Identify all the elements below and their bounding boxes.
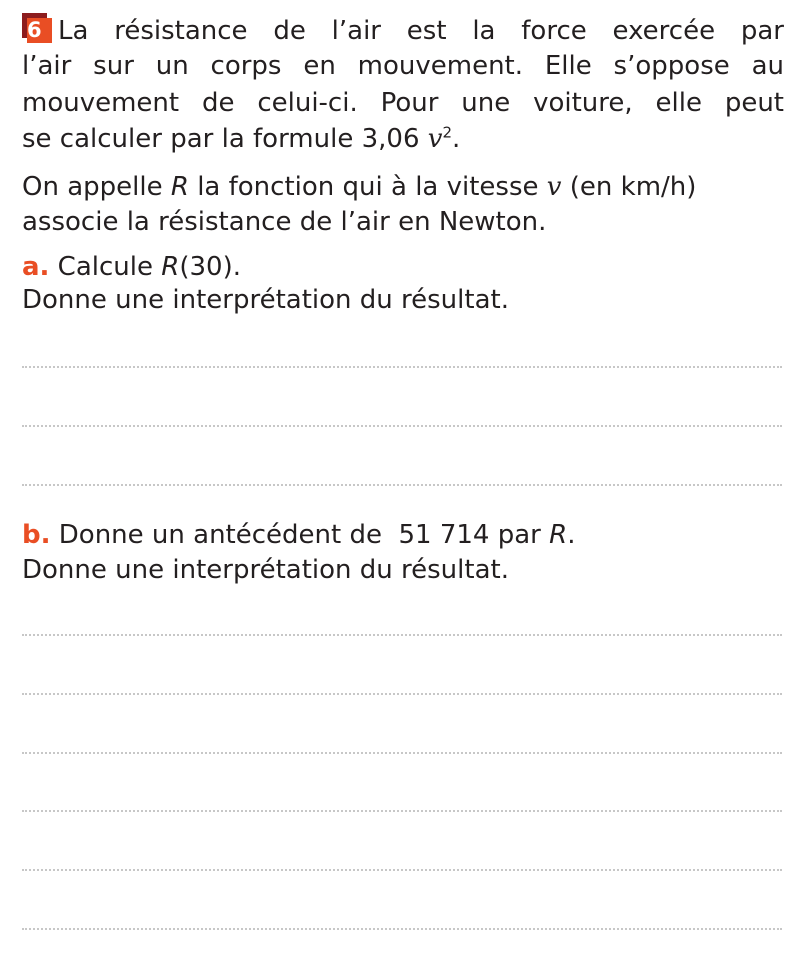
part-b-instruction: Donne une interprétation du résultat.: [22, 555, 509, 585]
part-a-instruction: Donne une interprétation du résultat.: [22, 285, 509, 315]
definition-pre: On appelle: [22, 172, 171, 202]
answer-line-b-5[interactable]: [22, 869, 782, 871]
answer-line-a-1[interactable]: [22, 366, 782, 368]
answer-line-b-3[interactable]: [22, 752, 782, 754]
part-b-label: b.: [22, 520, 51, 550]
part-b-end: .: [567, 520, 576, 550]
intro-line-3: mouvement de celui-ci. Pour une voiture, elle peut: [22, 88, 784, 118]
answer-line-b-6[interactable]: [22, 928, 782, 930]
intro-line-2: l’air sur un corps en mouvement. Elle s’oppose au: [22, 51, 784, 81]
definition-line-1: [22, 172, 696, 202]
intro-text-1: La résistance de l’air est la force exercée par: [58, 16, 784, 46]
exercise-number: 6: [27, 18, 52, 43]
exercise-number-badge: [22, 13, 52, 43]
part-a-arg: (30).: [179, 252, 241, 282]
answer-line-a-2[interactable]: [22, 425, 782, 427]
function-name: R: [170, 172, 189, 202]
intro-line-1: [22, 13, 784, 46]
definition-mid: la fonction qui à la vitesse: [188, 172, 547, 202]
formula-text: se calculer par la formule 3,06: [22, 124, 428, 154]
part-a-label: a.: [22, 252, 50, 282]
formula-end: .: [452, 124, 461, 154]
definition-post: (en km/h): [561, 172, 697, 202]
answer-line-a-3[interactable]: [22, 484, 782, 486]
answer-line-b-4[interactable]: [22, 810, 782, 812]
intro-line-4: [22, 124, 460, 154]
formula-variable: v: [427, 124, 443, 154]
formula-exponent: 2: [442, 123, 453, 142]
speed-variable: v: [546, 172, 562, 202]
part-b-text: Donne un antécédent de 51 714 par: [50, 520, 550, 550]
part-a-text: Calcule: [49, 252, 162, 282]
part-a-function: R: [161, 252, 180, 282]
definition-line-2: associe la résistance de l’air en Newton.: [22, 207, 547, 237]
part-a-question: [22, 252, 241, 282]
answer-line-b-2[interactable]: [22, 693, 782, 695]
answer-line-b-1[interactable]: [22, 634, 782, 636]
part-b-question: [22, 520, 575, 550]
part-b-function: R: [549, 520, 568, 550]
